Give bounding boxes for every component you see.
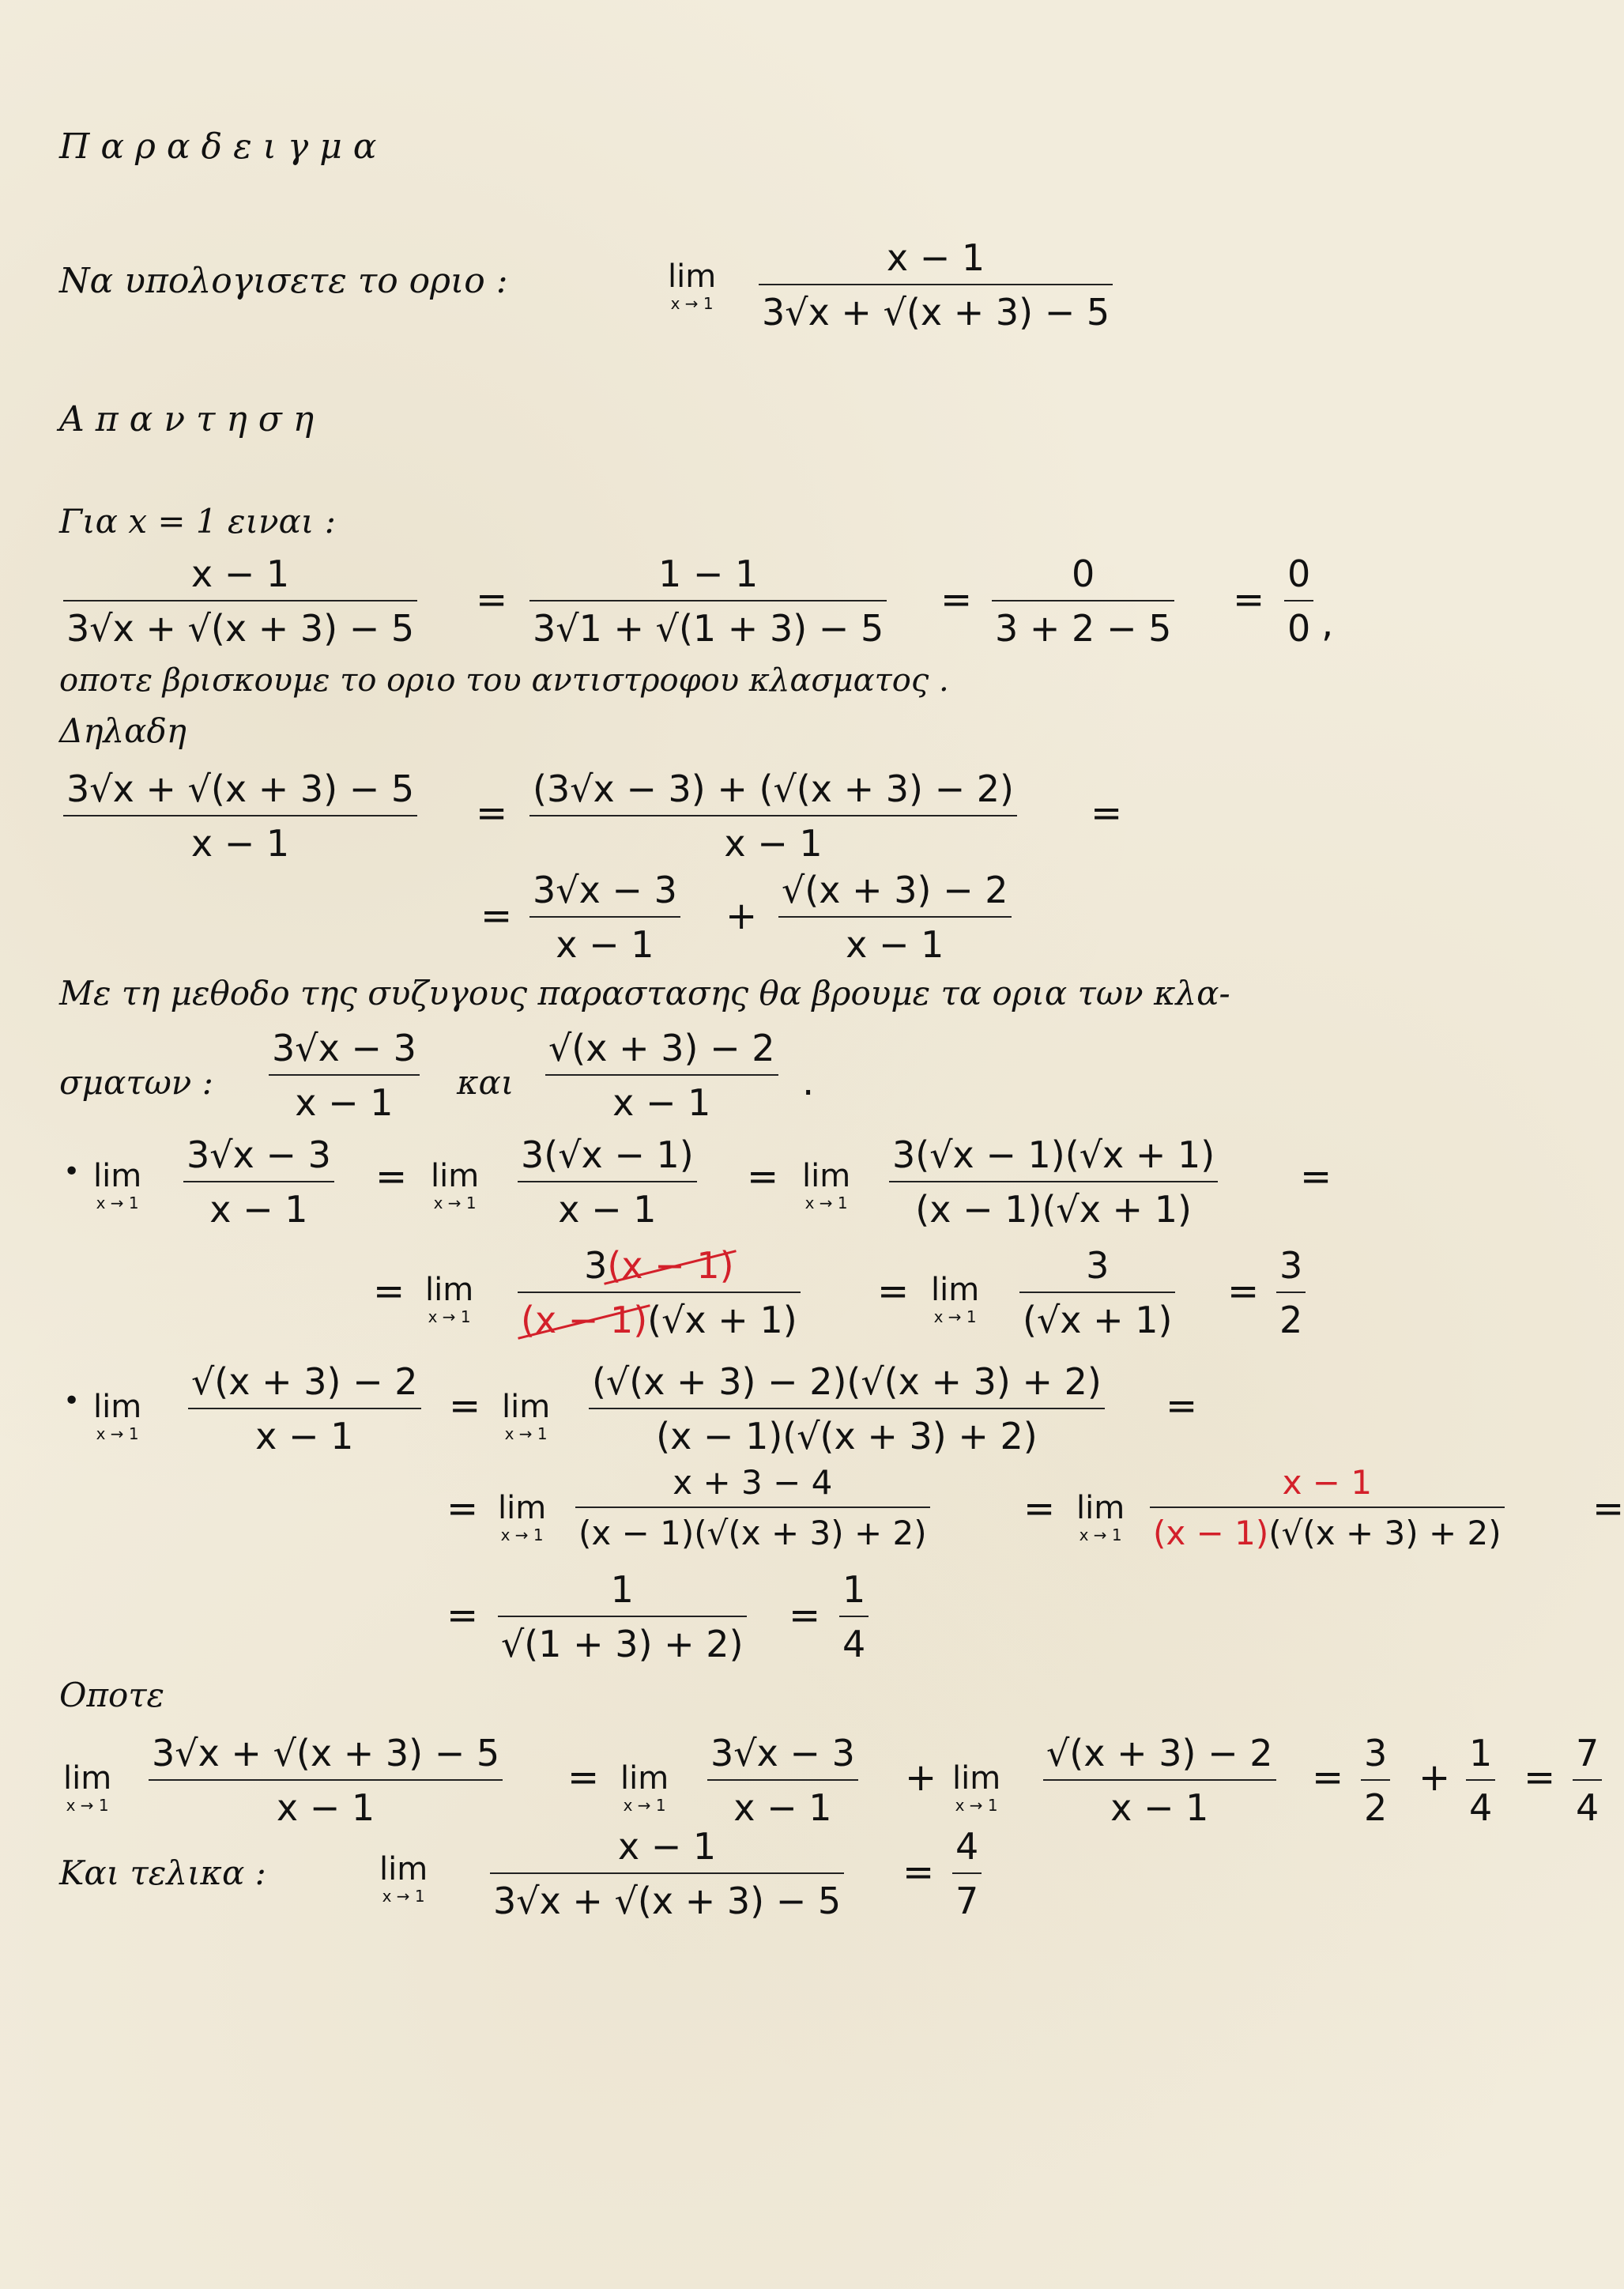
- numerator: 3√x + √(x + 3) − 5: [152, 1732, 500, 1774]
- equals-sign: =: [476, 791, 508, 835]
- bullet: •: [63, 1156, 81, 1188]
- numerator: 3: [1364, 1732, 1388, 1774]
- lim-sub: x → 1: [804, 1194, 848, 1212]
- denominator: 4: [842, 1622, 866, 1665]
- equals-sign: =: [1592, 1487, 1624, 1531]
- lim-label: lim: [502, 1389, 551, 1425]
- step2-frac4: [778, 869, 1012, 966]
- equals-sign: =: [375, 1155, 408, 1199]
- numerator: 7: [1576, 1732, 1600, 1774]
- lim-final-c: [952, 1760, 1001, 1816]
- lim2-frac-b: [589, 1361, 1105, 1457]
- lim-task: [668, 258, 717, 315]
- equals-sign: =: [1524, 1755, 1556, 1800]
- frac-b: [545, 1028, 778, 1124]
- lim-2c: [498, 1492, 546, 1546]
- lim-sub: x → 1: [382, 1887, 425, 1906]
- equals-sign: =: [567, 1755, 600, 1800]
- denominator: (x − 1)(√x + 1): [915, 1187, 1192, 1231]
- equals-sign: =: [447, 1593, 479, 1638]
- lim2-result: [839, 1569, 869, 1665]
- numerator: x − 1: [886, 236, 985, 279]
- equals-sign: =: [373, 1269, 405, 1314]
- denominator: 4: [1469, 1786, 1493, 1829]
- remaining-factor: (√(x + 3) + 2): [1268, 1514, 1502, 1553]
- lim-2b: [502, 1391, 550, 1445]
- equals-sign: =: [1233, 578, 1265, 622]
- sum-frac-b: [707, 1733, 858, 1829]
- denominator: x − 1: [1110, 1786, 1209, 1829]
- plus-sign: +: [905, 1755, 937, 1800]
- equals-sign: =: [480, 894, 513, 938]
- step1-frac3: [992, 553, 1174, 650]
- equals-sign: =: [1300, 1155, 1332, 1199]
- lim-1b: [431, 1160, 479, 1214]
- denominator: 3√x + √(x + 3) − 5: [762, 290, 1110, 334]
- equals-sign: =: [940, 578, 973, 622]
- bullet: •: [63, 1385, 81, 1417]
- numerator: (√(x + 3) − 2)(√(x + 3) + 2): [592, 1360, 1102, 1403]
- sum-result-3: [1573, 1733, 1602, 1829]
- equals-sign: =: [789, 1593, 821, 1638]
- text-reciprocal: οποτε βρισκουμε το οριο του αντιστροφου κλασματος .: [59, 662, 949, 699]
- lim-label: lim: [425, 1272, 474, 1308]
- equals-sign: =: [1227, 1269, 1260, 1314]
- lim-sub: x → 1: [96, 1194, 139, 1212]
- numerator: √(x + 3) − 2: [191, 1360, 418, 1403]
- step1-frac4: [1284, 553, 1313, 650]
- denominator: x − 1: [190, 821, 290, 865]
- text-so: Οποτε: [59, 1676, 165, 1714]
- denominator: 2: [1279, 1298, 1303, 1341]
- period: .: [802, 1060, 815, 1104]
- numerator: x − 1: [190, 552, 290, 595]
- lim-sub: x → 1: [433, 1194, 477, 1212]
- cancelled-factor: (x − 1): [521, 1298, 648, 1341]
- lim-1a: [93, 1160, 141, 1214]
- equals-sign: =: [1166, 1384, 1198, 1428]
- lim-label: lim: [802, 1158, 851, 1194]
- numerator: 3(√x − 1)(√x + 1): [892, 1133, 1215, 1176]
- denominator: (x − 1)(√(x + 3) + 2): [578, 1514, 927, 1553]
- lim1-result: [1276, 1245, 1306, 1341]
- final-result: [952, 1826, 982, 1922]
- numerator: x + 3 − 4: [673, 1463, 833, 1502]
- lim2-frac-a: [188, 1361, 421, 1457]
- denominator: 4: [1576, 1786, 1600, 1829]
- final-fraction: [490, 1826, 844, 1922]
- lim-label: lim: [498, 1490, 547, 1526]
- lim-label: lim: [63, 1760, 112, 1797]
- numerator: 0: [1072, 552, 1095, 595]
- lim2-frac-e: [498, 1569, 747, 1665]
- equals-sign: =: [747, 1155, 779, 1199]
- lim-label: lim: [620, 1760, 669, 1797]
- denominator: 2: [1364, 1786, 1388, 1829]
- lim-sub: x → 1: [955, 1796, 998, 1815]
- step2-frac3: [529, 869, 680, 966]
- lim-final-b: [620, 1760, 669, 1816]
- denominator: √(1 + 3) + 2): [501, 1622, 744, 1665]
- lim-sub: x → 1: [933, 1307, 977, 1326]
- lim-label: lim: [93, 1158, 142, 1194]
- sum-result-1: [1361, 1733, 1390, 1829]
- lim-label: lim: [668, 258, 717, 295]
- numerator: 1: [610, 1568, 634, 1611]
- denominator: 0: [1287, 606, 1311, 650]
- cancelled-factor: (x − 1): [1153, 1514, 1269, 1553]
- lim-label: lim: [431, 1158, 480, 1194]
- lim-sub: x → 1: [670, 294, 714, 313]
- numerator: 3: [1086, 1244, 1110, 1287]
- denominator: x − 1: [276, 1786, 375, 1829]
- remaining-factor: (√x + 1): [647, 1298, 797, 1341]
- numerator: 3√x − 3: [272, 1027, 416, 1069]
- denominator: 3√x + √(x + 3) − 5: [493, 1879, 842, 1922]
- denominator: (x − 1)(√(x + 3) + 2): [656, 1414, 1038, 1457]
- denominator: x − 1: [209, 1187, 308, 1231]
- denominator: x − 1: [612, 1080, 711, 1124]
- denominator: (√x + 1): [1023, 1298, 1173, 1341]
- numerator: √(x + 3) − 2: [1046, 1732, 1273, 1774]
- numerator: 1: [1469, 1732, 1493, 1774]
- numerator: x − 1: [1282, 1463, 1373, 1502]
- equals-sign: =: [1023, 1487, 1056, 1531]
- lim-label: lim: [931, 1272, 980, 1308]
- lim-label: lim: [1076, 1490, 1125, 1526]
- denominator: x − 1: [255, 1414, 354, 1457]
- denominator: [1150, 1508, 1505, 1552]
- lim1-frac-c: [889, 1134, 1218, 1231]
- equals-sign: =: [1312, 1755, 1344, 1800]
- equals-sign: =: [1091, 791, 1123, 835]
- lim1-frac-d: [518, 1245, 801, 1341]
- numerator: x − 1: [617, 1825, 717, 1868]
- comma: ,: [1321, 601, 1334, 646]
- denominator: x − 1: [724, 821, 823, 865]
- task-text: Να υπολογισετε το οριο :: [59, 261, 508, 301]
- lim-final-d: [379, 1853, 428, 1907]
- numerator: (3√x − 3) + (√(x + 3) − 2): [533, 767, 1014, 810]
- equals-sign: =: [447, 1487, 479, 1531]
- numerator: √(x + 3) − 2: [782, 869, 1008, 911]
- numerator: 3√x − 3: [533, 869, 677, 911]
- text-namely: Δηλαδη: [59, 711, 187, 750]
- heading-answer: Α π α ν τ η σ η: [59, 399, 315, 439]
- lim-label: lim: [952, 1760, 1001, 1797]
- denominator: 3 + 2 − 5: [995, 606, 1172, 650]
- step2-frac2: [529, 768, 1017, 865]
- step2-frac1: [63, 768, 417, 865]
- text-method: Με τη μεθοδο της συζυγους παραστασης θα βρουμε τα ορια των κλα-: [59, 974, 1230, 1013]
- denominator: 7: [955, 1879, 979, 1922]
- text-fractions: σματων :: [59, 1063, 213, 1102]
- equals-sign: =: [877, 1269, 910, 1314]
- lim-sub: x → 1: [428, 1307, 471, 1326]
- plus-sign: +: [1419, 1755, 1451, 1800]
- numerator: 4: [955, 1825, 979, 1868]
- lim1-frac-e: [1019, 1245, 1175, 1341]
- lim-sub: x → 1: [504, 1424, 548, 1443]
- step1-frac2: [529, 553, 887, 650]
- lim-sub: x → 1: [623, 1796, 666, 1815]
- numerator: 3√x + √(x + 3) − 5: [66, 767, 415, 810]
- lim-2a: [93, 1391, 141, 1445]
- lim-sub: x → 1: [1079, 1525, 1122, 1544]
- denominator: x − 1: [733, 1786, 832, 1829]
- lim1-frac-b: [518, 1134, 697, 1231]
- lim-sub: x → 1: [96, 1424, 139, 1443]
- lim-final-a: [63, 1760, 112, 1816]
- plus-sign: +: [725, 894, 758, 938]
- text-for-x1: Για x = 1 ειναι :: [59, 502, 336, 541]
- denominator: 3√x + √(x + 3) − 5: [66, 606, 415, 650]
- sum-frac-c: [1043, 1733, 1276, 1829]
- equals-sign: =: [476, 578, 508, 622]
- sum-result-2: [1466, 1733, 1495, 1829]
- numerator: √(x + 3) − 2: [548, 1027, 775, 1069]
- numerator: 0: [1287, 552, 1311, 595]
- numerator: 3√x − 3: [187, 1133, 331, 1176]
- frac-a: [269, 1028, 420, 1124]
- lim-label: lim: [379, 1851, 428, 1887]
- denominator: x − 1: [556, 922, 654, 966]
- numerator: 1: [842, 1568, 866, 1611]
- numerator: 3: [1279, 1244, 1303, 1287]
- denominator: x − 1: [846, 922, 944, 966]
- coefficient: 3: [584, 1244, 608, 1287]
- numerator: 3(√x − 1): [521, 1133, 694, 1176]
- denominator: [518, 1293, 801, 1341]
- lim2-frac-c: [575, 1464, 930, 1553]
- lim-1e: [931, 1274, 979, 1328]
- lim-label: lim: [93, 1389, 142, 1425]
- numerator: [581, 1245, 737, 1292]
- denominator: x − 1: [295, 1080, 394, 1124]
- text-and: και: [457, 1063, 514, 1102]
- lim-2d: [1076, 1492, 1125, 1546]
- numerator: 1 − 1: [658, 552, 759, 595]
- lim-1c: [802, 1160, 850, 1214]
- lim-sub: x → 1: [66, 1796, 109, 1815]
- numerator: 3√x − 3: [710, 1732, 855, 1774]
- denominator: 3√1 + √(1 + 3) − 5: [533, 606, 884, 650]
- lim2-frac-d: [1150, 1464, 1505, 1553]
- denominator: x − 1: [558, 1187, 657, 1231]
- lim-1d: [425, 1274, 473, 1328]
- lim1-frac-a: [183, 1134, 334, 1231]
- task-fraction: [759, 237, 1113, 334]
- equals-sign: =: [902, 1850, 935, 1895]
- sum-frac-a: [149, 1733, 503, 1829]
- lim-sub: x → 1: [500, 1525, 544, 1544]
- text-finally: Και τελικα :: [59, 1853, 266, 1892]
- cancelled-factor: (x − 1): [607, 1244, 734, 1287]
- heading-example: Π α ρ α δ ε ι γ μ α: [59, 126, 377, 167]
- step1-frac1: [63, 553, 417, 650]
- equals-sign: =: [449, 1384, 481, 1428]
